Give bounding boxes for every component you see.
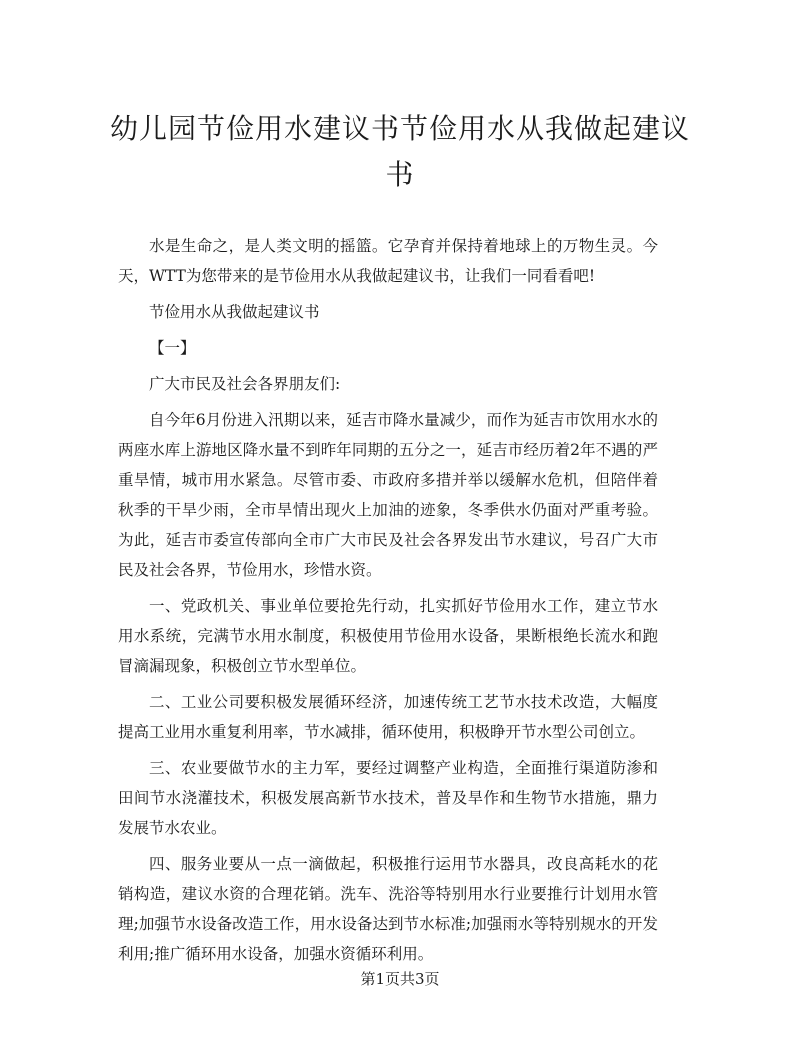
section-marker: 【一】 [149, 339, 196, 357]
body-paragraph: 三、农业要做节水的主力军，要经过调整产业构造，全面推行渠道防渗和田间节水浇灌技术，积极发展高新节水技术，普及旱作和生物节水措施，鼎力发展节水农业。 [118, 759, 658, 837]
body-paragraph: 二、工业公司要积极发展循环经济，加速传统工艺节水技术改造，大幅度提高工业用水重复利用率，节水减排，循环使用，积极睁开节水型公司创立。 [118, 693, 658, 741]
body-paragraph: 自今年6月份进入汛期以来，延吉市降水量减少，而作为延吉市饮用水水的两座水库上游地区降水量不到昨年同期的五分之一，延吉市经历着2年不遇的严重旱情，城市用水紧急。尽管市委、市政府多措并举以缓解水危机，但陪伴着秋季的干旱少雨，全市旱情出现火上加油的迹象，冬季供水仍面对严重考验。为此，延吉市委宣传部向全市广大市民及社会各界发出节水建议，号召广大市民及社会各界，节俭用水，珍惜水资。 [118, 411, 658, 579]
intro-paragraph: 水是生命之，是人类文明的摇篮。它孕育并保持着地球上的万物生灵。今天，WTT为您带来的是节俭用水从我做起建议书，让我们一同看看吧! [118, 237, 658, 285]
document-title: 幼儿园节俭用水建议书节俭用水从我做起建议书 [110, 112, 691, 191]
page-number-footer: 第1页共3页 [360, 970, 440, 988]
salutation: 广大市民及社会各界朋友们: [149, 375, 341, 393]
body-paragraph: 一、党政机关、事业单位要抢先行动，扎实抓好节俭用水工作，建立节水用水系统，完满节水用水制度，积极使用节俭用水设备，果断根绝长流水和跑冒滴漏现象，积极创立节水型单位。 [118, 597, 658, 675]
document-body [118, 231, 658, 975]
section-title: 节俭用水从我做起建议书 [149, 303, 320, 321]
body-paragraph: 四、服务业要从一点一滴做起，积极推行运用节水器具，改良高耗水的花销构造，建议水资的合理花销。洗车、洗浴等特别用水行业要推行计划用水管理;加强节水设备改造工作，用水设备达到节水标准;加强雨水等特别规水的开发利用;推广循环用水设备，加强水资循环利用。 [118, 855, 658, 963]
